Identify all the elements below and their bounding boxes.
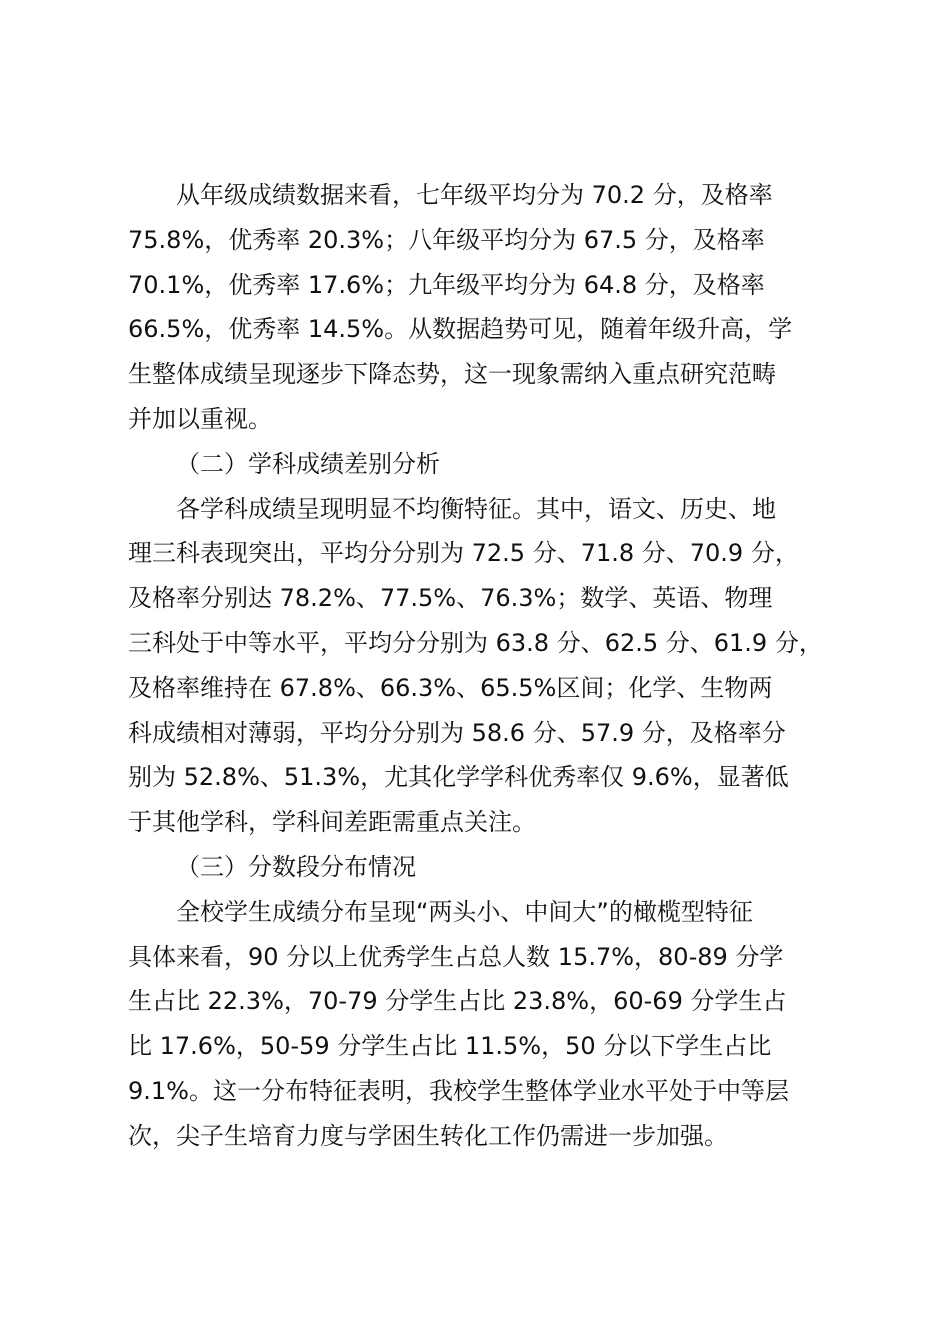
paragraph-line: 于其他学科，学科间差距需重点关注。 — [128, 808, 536, 837]
paragraph-line: 及格率维持在 67.8%、66.3%、65.5%区间；化学、生物两 — [128, 673, 773, 702]
paragraph-line: 各学科成绩呈现明显不均衡特征。其中，语文、历史、地 — [176, 494, 776, 523]
paragraph-line: 从年级成绩数据来看，七年级平均分为 70.2 分，及格率 — [176, 181, 773, 209]
paragraph-subject-differences — [128, 487, 836, 845]
paragraph-line: 比 17.6%，50-59 分学生占比 11.5%，50 分以下学生占比 — [128, 1032, 772, 1061]
document-body — [128, 173, 836, 1159]
paragraph-line: 75.8%，优秀率 20.3%；八年级平均分为 67.5 分，及格率 — [128, 225, 765, 254]
paragraph-line: 70.1%，优秀率 17.6%；九年级平均分为 64.8 分，及格率 — [128, 270, 765, 299]
paragraph-line: 9.1%。这一分布特征表明，我校学生整体学业水平处于中等层 — [128, 1076, 789, 1105]
paragraph-line: 全校学生成绩分布呈现“两头小、中间大”的橄榄型特征 — [176, 897, 753, 926]
paragraph-line: 生占比 22.3%，70-79 分学生占比 23.8%，60-69 分学生占 — [128, 987, 787, 1016]
section-heading-score-distribution: （三）分数段分布情况 — [176, 852, 416, 881]
paragraph-line: 科成绩相对薄弱，平均分分别为 58.6 分、57.9 分，及格率分 — [128, 718, 786, 747]
paragraph-line: 生整体成绩呈现逐步下降态势，这一现象需纳入重点研究范畴 — [128, 360, 776, 389]
paragraph-score-distribution — [128, 890, 836, 1159]
paragraph-line: 别为 52.8%、51.3%，尤其化学学科优秀率仅 9.6%，显著低 — [128, 763, 789, 792]
paragraph-line: 三科处于中等水平，平均分分别为 63.8 分、62.5 分、61.9 分， — [128, 628, 823, 657]
paragraph-line: 并加以重视。 — [128, 404, 272, 433]
paragraph-line: 理三科表现突出，平均分分别为 72.5 分、71.8 分、70.9 分， — [128, 539, 799, 568]
paragraph-grade-scores — [128, 173, 836, 442]
section-heading-subject-differences: （二）学科成绩差别分析 — [176, 449, 440, 478]
paragraph-line: 66.5%，优秀率 14.5%。从数据趋势可见，随着年级升高，学 — [128, 315, 793, 344]
paragraph-line: 及格率分别达 78.2%、77.5%、76.3%；数学、英语、物理 — [128, 584, 773, 613]
paragraph-line: 次，尖子生培育力度与学困生转化工作仍需进一步加强。 — [128, 1121, 728, 1150]
paragraph-line: 具体来看，90 分以上优秀学生占总人数 15.7%，80-89 分学 — [128, 942, 784, 971]
